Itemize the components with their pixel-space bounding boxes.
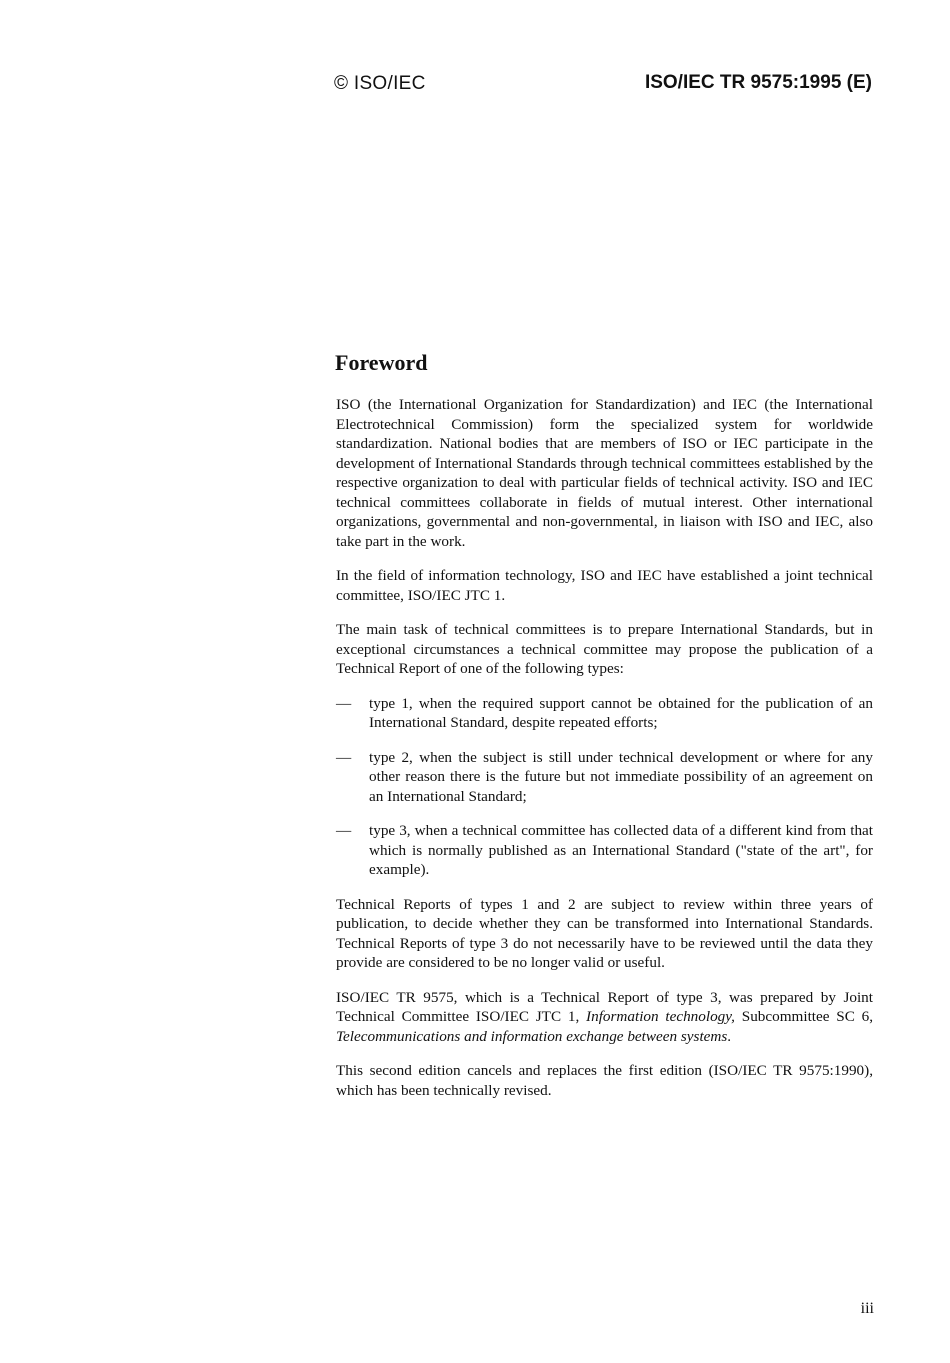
jtc-paragraph: In the field of information technology, ISO and IEC have established a joint technical committee, ISO/IEC JTC 1. [336,567,873,604]
types-intro-paragraph: The main task of technical committees is to prepare International Standards, but in exceptional circumstances a technical committee may propose the publication of a Technical Report of one of the following types: [336,621,873,677]
list-item-text: type 3, when a technical committee has collected data of a different kind from that which is normally published as an International Standard ("state of the art", for example). [369,822,873,878]
dash-bullet: — [336,748,352,766]
list-item-text: type 1, when the required support cannot be obtained for the publication of an International Standard, despite repeated efforts; [369,694,873,731]
preparation-text: ISO/IEC TR 9575, which is a Technical Report of type 3, was prepared by Joint Technical Committee ISO/IEC JTC 1, [336,988,873,1025]
list-item-text: type 2, when the subject is still under technical development or where for any other reason there is the future but not immediate possibility of an agreement on an International Standard; [369,748,873,805]
page-number: iii [860,1300,874,1317]
edition-paragraph: This second edition cancels and replaces the first edition (ISO/IEC TR 9575:1990), which has been technically revised. [336,1062,873,1099]
foreword-body [336,395,873,1115]
review-paragraph: Technical Reports of types 1 and 2 are subject to review within three years of publication, to decide whether they can be transformed into International Standards. Technical Reports of type 3 do not necessarily have to be reviewed until the data they provide are considered to be no longer valid or useful. [336,895,873,971]
intro-paragraph: ISO (the International Organization for Standardization) and IEC (the International Electrotechnical Commission) form the specialized system for worldwide standardization. National bodies that are members of ISO or IEC participate in the development of International Standards through technical committees established by the respective organization to deal with particular fields of technical activity. ISO and IEC technical committees collaborate in fields of mutual interest. Other international organizations, governmental and non-governmental, in liaison with ISO and IEC, also take part in the work. [336,396,873,550]
dash-bullet: — [336,822,352,839]
page-title: Foreword [335,350,428,375]
list-item [336,748,873,807]
preparation-text-end: . [727,1027,732,1045]
document-id-header: ISO/IEC TR 9575:1995 (E) [644,72,872,93]
preparation-paragraph [336,988,873,1047]
preparation-italic-committee: Information technology, [586,1008,735,1025]
preparation-text-mid: Subcommittee SC 6, [734,1008,874,1025]
dash-bullet: — [336,694,352,712]
copyright-header: © ISO/IEC [334,73,426,94]
list-item [336,694,873,733]
list-item [336,821,873,880]
preparation-italic-subcommittee: Telecommunications and information exchange between systems [336,1027,728,1045]
